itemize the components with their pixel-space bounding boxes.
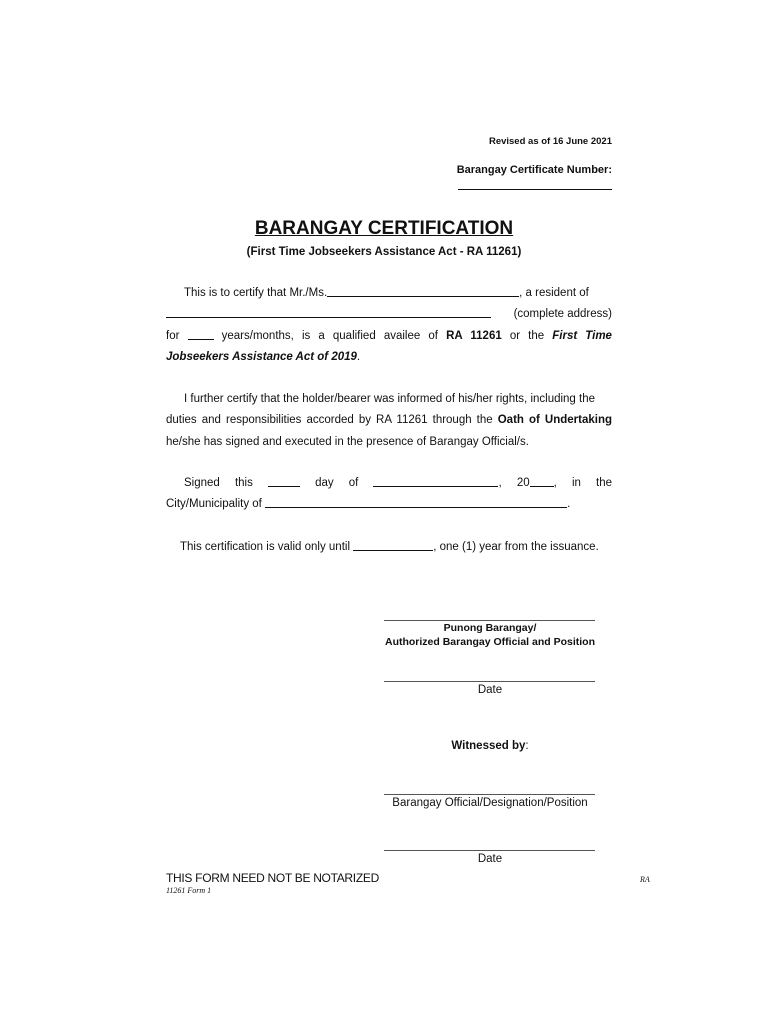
resident-text: , a resident of [519,287,589,299]
city-blank[interactable] [265,496,567,509]
validity-text-2: , one (1) year from the issuance. [433,541,599,553]
date-line-2[interactable] [384,850,595,851]
validity-date-blank[interactable] [353,539,433,552]
punong-barangay-label: Punong Barangay/ [443,622,537,634]
signing-paragraph [166,473,612,516]
date-label-1: Date [477,684,503,696]
period: . [356,350,361,363]
witness-signature-line[interactable] [384,794,595,795]
certificate-number-blank[interactable] [458,189,612,190]
certificate-number-label: Barangay Certificate Number: [456,164,612,176]
witnessed-by-heading [370,740,610,752]
act-name-part2: Jobseekers Assistance Act of 2019 [166,350,357,363]
duration-text: years/months, is a qualified availee of [221,329,438,342]
signed-text: Signed [184,477,220,489]
month-blank[interactable] [373,475,498,488]
form-id: 11261 Form 1 [166,886,212,895]
ra-number: RA 11261 [446,329,502,342]
year-blank[interactable] [530,475,554,488]
city-municipality-label: City/Municipality of [166,498,262,511]
rights-line-3: he/she has signed and executed in the presence of Barangay Official/s. [166,435,529,448]
duration-blank[interactable] [188,327,214,340]
comma-2: , [553,477,557,489]
or-the-text: or the [509,329,545,342]
address-blank[interactable] [166,306,491,319]
rights-line-1: I further certify that the holder/bearer was informed of his/her rights, including the [184,393,596,405]
for-text: for [166,329,180,342]
not-notarized-notice: THIS FORM NEED NOT BE NOTARIZED [166,871,379,885]
ra-mark: RA [640,875,650,884]
name-blank[interactable] [327,285,519,298]
rights-paragraph [166,389,612,453]
witness-caption: Barangay Official/Designation/Position [392,797,588,809]
certify-text: This is to certify that Mr./Ms. [184,287,328,299]
day-text: day [315,477,334,489]
revision-date: Revised as of 16 June 2021 [488,136,612,147]
certification-paragraph [166,283,612,368]
official-signature-line[interactable] [384,620,595,621]
of-text: of [348,477,359,489]
validity-text: This certification is valid only until [180,541,351,553]
day-blank[interactable] [268,475,300,488]
comma: , [498,477,502,489]
act-name-part1: First Time [552,329,612,342]
validity-paragraph [166,537,612,558]
witnessed-by-text: Witnessed by [451,740,526,752]
witnessed-colon: : [525,740,529,752]
rights-line-2: duties and responsibilities accorded by RA 11261 through the [166,414,493,427]
document-title: BARANGAY CERTIFICATION [254,218,514,239]
authorized-official-label: Authorized Barangay Official and Position [384,636,596,648]
in-text: in [571,477,581,489]
document-subtitle: (First Time Jobseekers Assistance Act - RA 11261) [246,246,522,258]
period-2: . [567,498,571,511]
the-text: the [596,477,613,489]
year-prefix: 20 [516,477,530,489]
oath-of-undertaking: Oath of Undertaking [497,414,612,427]
date-line-1[interactable] [384,681,595,682]
date-label-2: Date [477,853,503,865]
this-text: this [234,477,253,489]
address-hint: (complete address) [513,308,612,321]
